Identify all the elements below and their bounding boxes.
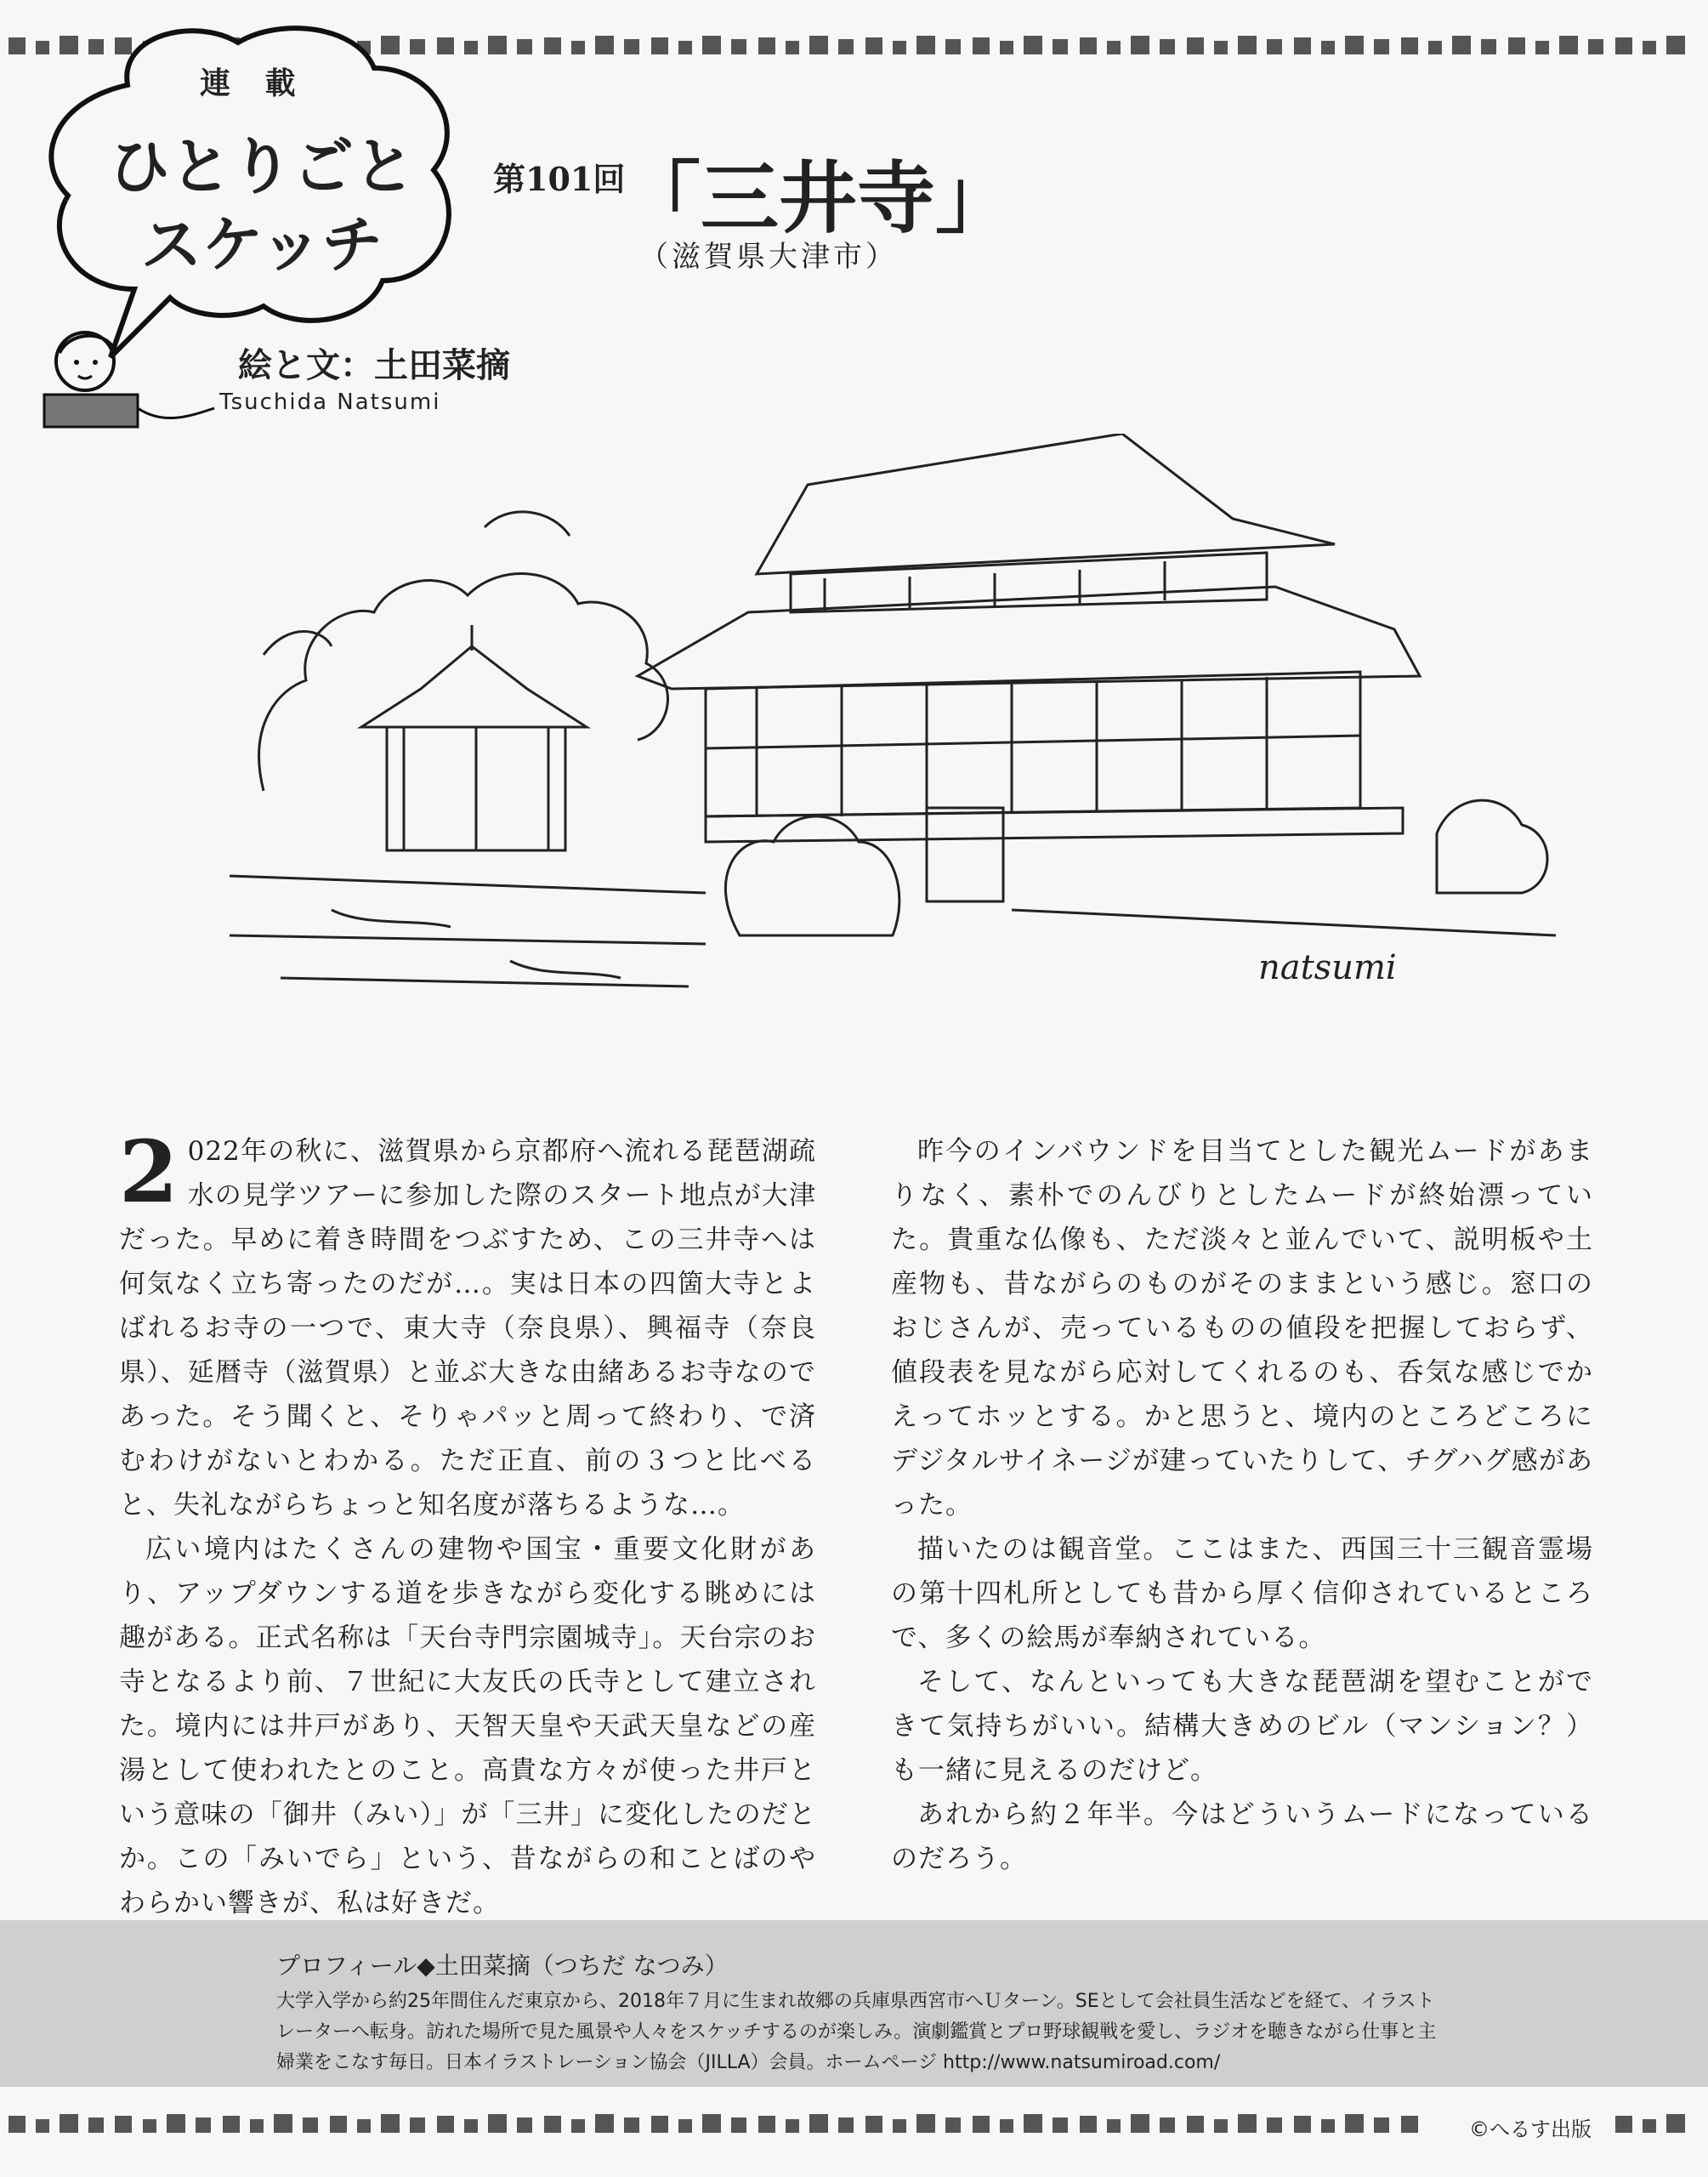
episode-number: 第101回 [493,160,626,198]
article-paragraph: 2 022年の秋に、滋賀県から京都府へ流れる琵琶湖疏水の見学ツアーに参加した際のスタート地点が大津だった。早めに着き時間をつぶすため、この三井寺へは何気なく立ち寄ったのだが…。実は日本の四箇大寺とよばれるお寺の一つで、東大寺（奈良県）、興福寺（奈良県）、延暦寺（滋賀県）と並ぶ大きな由緒あるお寺なのであった。そう聞くと、そりゃパッと周って終わり、で済むわけがないとわかる。ただ正直、前の３つと比べると、失礼ながらちょっと知名度が落ちるような…。 [119,1122,816,1520]
author-caricature-icon [36,323,223,442]
profile-heading: プロフィール◆土田菜摘（つちだ なつみ） [276,1952,729,1980]
article-column-2 [891,1129,1593,1881]
author-name: 土田菜摘 [374,345,510,385]
temple-sketch-illustration [230,434,1564,1012]
article-paragraph: 昨今のインバウンドを目当てとした観光ムードがあまりなく、素朴でのんびりとしたムードが終始漂っていた。貴重な仏像も、ただ淡々と並んでいて、説明板や土産物も、昔ながらのものがそのままという感じ。窓口のおじさんが、売っているものの値段を把握しておらず、値段表を見ながら応対してくれるのも、呑気な感じでかえってホッとする。かと思うと、境内のところどころにデジタルサイネージが建っていたりして、チグハグ感があった。 [891,1136,1593,1520]
byline-prefix: 絵と文： [238,345,374,385]
article-paragraph: 描いたのは観音堂。ここはまた、西国三十三観音霊場の第十四札所としても昔から厚く信仰されているところで、多くの絵馬が奉納されている。 [891,1534,1593,1653]
profile-body: 大学入学から約25年間住んだ東京から、2018年７月に生まれ故郷の兵庫県西宮市へＵターン。SEとして会社員生活などを経て、イラストレーターへ転身。訪れた場所で見た風景や人々をスケッチするのが楽しみ。演劇鑑賞とプロ野球観戦を愛し、ラジオを聴きながら仕事と主婦業をこなす毎日。日本イラストレーション協会（JILLA）会員。ホームページ http://www.natsumiroad.com/ [276,1991,1437,2073]
decorative-bottom-border [0,2107,1708,2141]
series-title: ひとりごとスケッチ [109,130,416,281]
author-romaji: Tsuchida Natsumi [219,389,441,415]
dropcap: 2 [119,1122,179,1222]
episode-place: （滋賀県大津市） [639,240,898,274]
copyright: ©へるす出版 [1469,2117,1592,2141]
artist-signature: natsumi [1258,948,1397,987]
article-paragraph: 広い境内はたくさんの建物や国宝・重要文化財があり、アップダウンする道を歩きながら変化する眺めには趣がある。正式名称は「天台寺門宗園城寺」。天台宗のお寺となるより前、７世紀に大友氏の氏寺として建立された。境内には井戸があり、天智天皇や天武天皇などの産湯として使われたとのこと。高貴な方々が使った井戸という意味の「御井（みい）」が「三井」に変化したのだとか。この「みいでら」という、昔ながらの和ことばのやわらかい響きが、私は好きだ。 [119,1534,816,1918]
article-paragraph: そして、なんといっても大きな琵琶湖を望むことができて気持ちがいい。結構大きめのビル（マンション？）も一緒に見えるのだけど。 [891,1667,1593,1786]
episode-title: 「三井寺」 [622,152,1014,244]
byline [238,338,510,387]
article-column-1 [119,1122,816,1925]
article-paragraph: あれから約２年半。今はどういうムードになっているのだろう。 [891,1799,1593,1874]
series-label: 連 載 [200,65,308,101]
